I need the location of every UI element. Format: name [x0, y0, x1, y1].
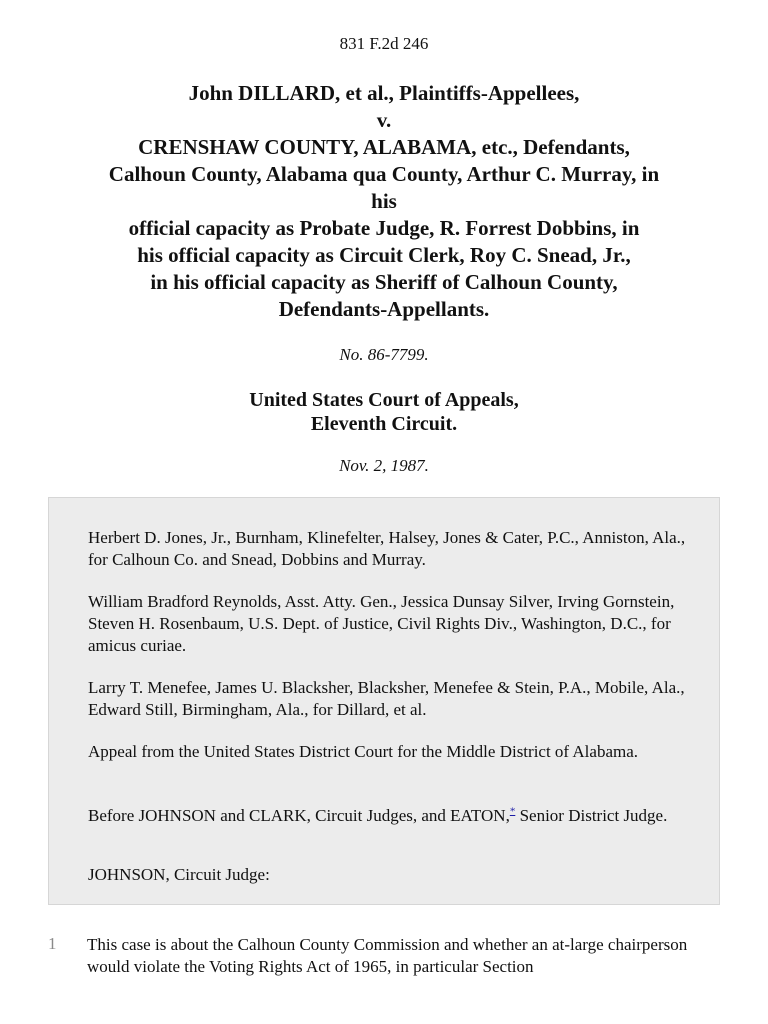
court-name [0, 388, 768, 436]
caption-line: his official capacity as Circuit Clerk, Roy C. Snead, Jr., [137, 243, 631, 267]
caption-line: v. [376, 108, 392, 132]
author-line: JOHNSON, Circuit Judge: [88, 865, 270, 884]
counsel-paragraph: Herbert D. Jones, Jr., Burnham, Klinefelter, Halsey, Jones & Cater, P.C., Anniston, Ala., for Calhoun Co. and Snead, Dobbins and Murray. [88, 528, 686, 569]
panel-text-continued: Senior District Judge. [515, 806, 668, 825]
opinion-paragraph: This case is about the Calhoun County Commission and whether an at-large chairperson would violate the Voting Rights Act of 1965, in particular Section [87, 935, 688, 976]
counsel-box [48, 497, 720, 905]
caption-line: Calhoun County, Alabama qua County, Arthur C. Murray, in [108, 162, 660, 186]
appeal-paragraph: Appeal from the United States District Court for the Middle District of Alabama. [88, 742, 639, 761]
caption-line: official capacity as Probate Judge, R. Forrest Dobbins, in [128, 216, 640, 240]
counsel-paragraph: William Bradford Reynolds, Asst. Atty. Gen., Jessica Dunsay Silver, Irving Gornstein, Steven H. Rosenbaum, U.S. Dept. of Justice, Civil Rights Div., Washington, D.C., for amicus curiae. [88, 592, 675, 655]
citation: 831 F.2d 246 [339, 34, 429, 53]
caption-line: his [371, 189, 397, 213]
panel-text: Before JOHNSON and CLARK, Circuit Judges, and EATON, [88, 806, 510, 825]
caption-line: John DILLARD, et al., Plaintiffs-Appellees, [188, 81, 580, 105]
caption-line: in his official capacity as Sheriff of Calhoun County, [150, 270, 618, 294]
caption-line: Defendants-Appellants. [278, 297, 490, 321]
footnote-link[interactable]: * [509, 805, 516, 818]
docket-number: No. 86-7799. [339, 345, 429, 364]
decision-date: Nov. 2, 1987. [339, 456, 429, 475]
court-line: United States Court of Appeals, [249, 389, 519, 411]
caption-line: CRENSHAW COUNTY, ALABAMA, etc., Defendants, [138, 135, 630, 159]
paragraph-number: 1 [48, 934, 57, 953]
panel-paragraph [88, 805, 688, 827]
court-line: Eleventh Circuit. [310, 413, 458, 435]
case-caption [40, 80, 728, 323]
counsel-paragraph: Larry T. Menefee, James U. Blacksher, Blacksher, Menefee & Stein, P.A., Mobile, Ala., Edward Still, Birmingham, Ala., for Dillard, et al. [88, 678, 685, 719]
